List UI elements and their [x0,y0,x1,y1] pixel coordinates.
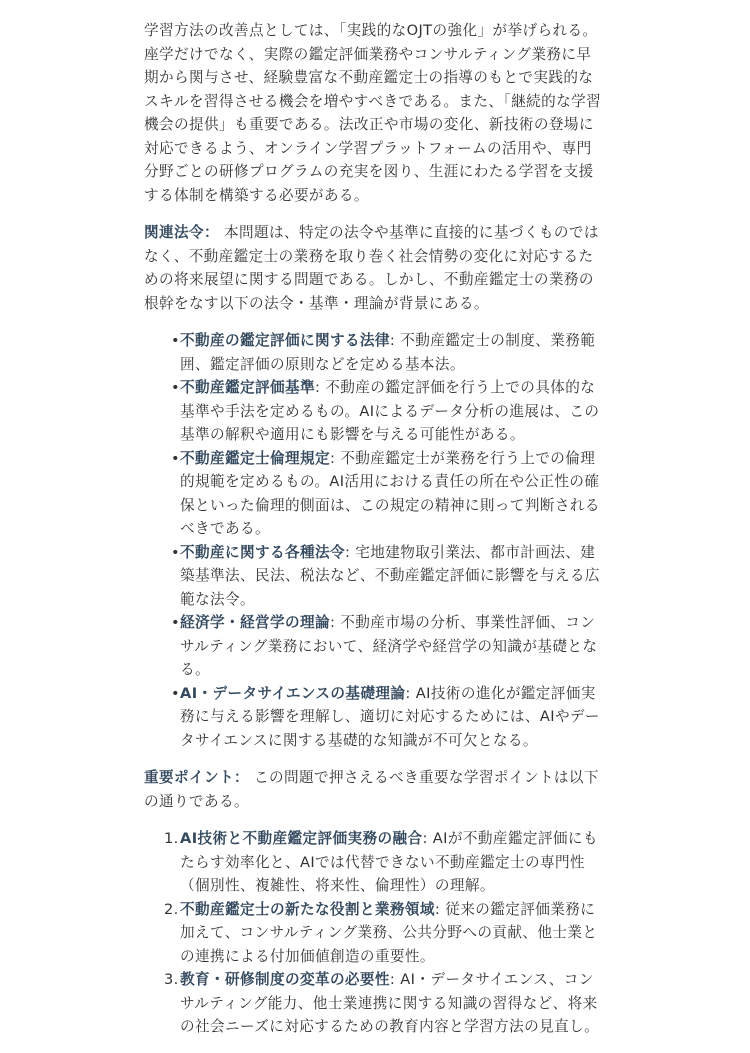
bullet-icon: • [171,332,181,349]
bullet-icon: • [171,614,181,631]
key-points-text: この問題で押さえるべき重要な学習ポイントは以下の通りである。 [144,769,599,810]
bullet-icon: • [171,543,181,561]
list-item-desc: : 不動産鑑定士が業務を行う上での倫理的規範を定めるもの。AI活用における責任の所在や公正性の確保といった倫理的側面は、この規定の精神に則って判断されるべきである。 [180,449,600,537]
list-number: 2. [164,900,179,918]
list-item-term: AI技術と不動産鑑定評価実務の融合 [180,830,423,847]
list-number: 1. [164,830,179,847]
bullet-icon: • [171,379,181,396]
list-item [164,827,606,898]
related-laws-label: 関連法令： [144,224,219,241]
related-laws-list [144,329,606,752]
key-points-paragraph [144,766,606,813]
related-laws-paragraph [144,221,606,315]
list-item-desc: : AIが不動産鑑定評価にもたらす効率化と、AIでは代替できない不動産鑑定士の専門性（個別性、複雑性、将来性、倫理性）の理解。 [180,830,598,894]
list-item-desc: : AI技術の進化が鑑定評価実務に与える影響を理解し、適切に対応するためには、AIやデータサイエンスに関する基礎的な知識が不可欠となる。 [180,684,600,749]
list-item-desc: : 不動産の鑑定評価を行う上での具体的な基準や手法を定めるもの。AIによるデータ分析の進展は、この基準の解釈や適用にも影響を与える可能性がある。 [180,379,600,443]
list-item-term: 不動産鑑定士倫理規定 [180,449,330,467]
list-item-desc: : 宅地建物取引業法、都市計画法、建築基準法、民法、税法など、不動産鑑定評価に影響を与える広範な法令。 [180,543,600,608]
list-item [164,898,606,969]
list-item-term: 不動産鑑定評価基準 [180,379,315,396]
list-item [171,682,606,753]
list-item [171,611,606,682]
list-item-desc: : 不動産市場の分析、事業性評価、コンサルティング業務において、経済学や経営学の知識が基礎となる。 [180,614,598,678]
bullet-icon: • [171,684,181,702]
list-item [171,541,606,612]
list-item-term: 経済学・経営学の理論 [180,614,330,631]
list-item [171,329,606,376]
list-item-desc: : 従来の鑑定評価業務に加えて、コンサルティング業務、公共分野への貢献、他士業との連携による付加価値創造の重要性。 [180,900,598,965]
list-item-term: AI・データサイエンスの基礎理論 [180,684,406,702]
list-item-term: 不動産鑑定士の新たな役割と業務領域 [180,900,435,918]
document-body [144,19,606,1053]
key-points-label: 重要ポイント： [144,769,249,786]
list-item-desc: : AI・データサイエンス、コンサルティング能力、他士業連携に関する知識の習得など、将来の社会ニーズに対応するための教育内容と学習方法の見直し。 [180,971,600,1035]
list-number: 3. [164,971,179,988]
related-laws-text: 本問題は、特定の法令や基準に直接的に基づくものではなく、不動産鑑定士の業務を取り巻く社会情勢の変化に対応するための将来展望に関する問題である。しかし、不動産鑑定士の業務の根幹をなす以下の法令・基準・理論が背景にある。 [144,224,599,312]
list-item-term: 不動産に関する各種法令 [180,543,345,561]
list-item [164,968,606,1039]
list-item [171,376,606,447]
list-item-term: 教育・研修制度の変革の必要性 [180,971,390,988]
list-item-desc: : 不動産鑑定士の制度、業務範囲、鑑定評価の原則などを定める基本法。 [180,332,596,373]
bullet-icon: • [171,449,181,467]
key-points-list [144,827,606,1039]
intro-paragraph: 学習方法の改善点としては、「実践的なOJTの強化」が挙げられる。座学だけでなく、実際の鑑定評価業務やコンサルティング業務に早期から関与させ、経験豊富な不動産鑑定士の指導のもとで実践的なスキルを習得させる機会を増やすべきである。また、「継続的な学習機会の提供」も重要である。法改正や市場の変化、新技術の登場に対応できるよう、オンライン学習プラットフォームの活用や、専門分野ごとの研修プログラムの充実を図り、生涯にわたる学習を支援する体制を構築する必要がある。 [144,22,602,204]
list-item-term: 不動産の鑑定評価に関する法律 [180,332,390,349]
list-item [171,447,606,541]
